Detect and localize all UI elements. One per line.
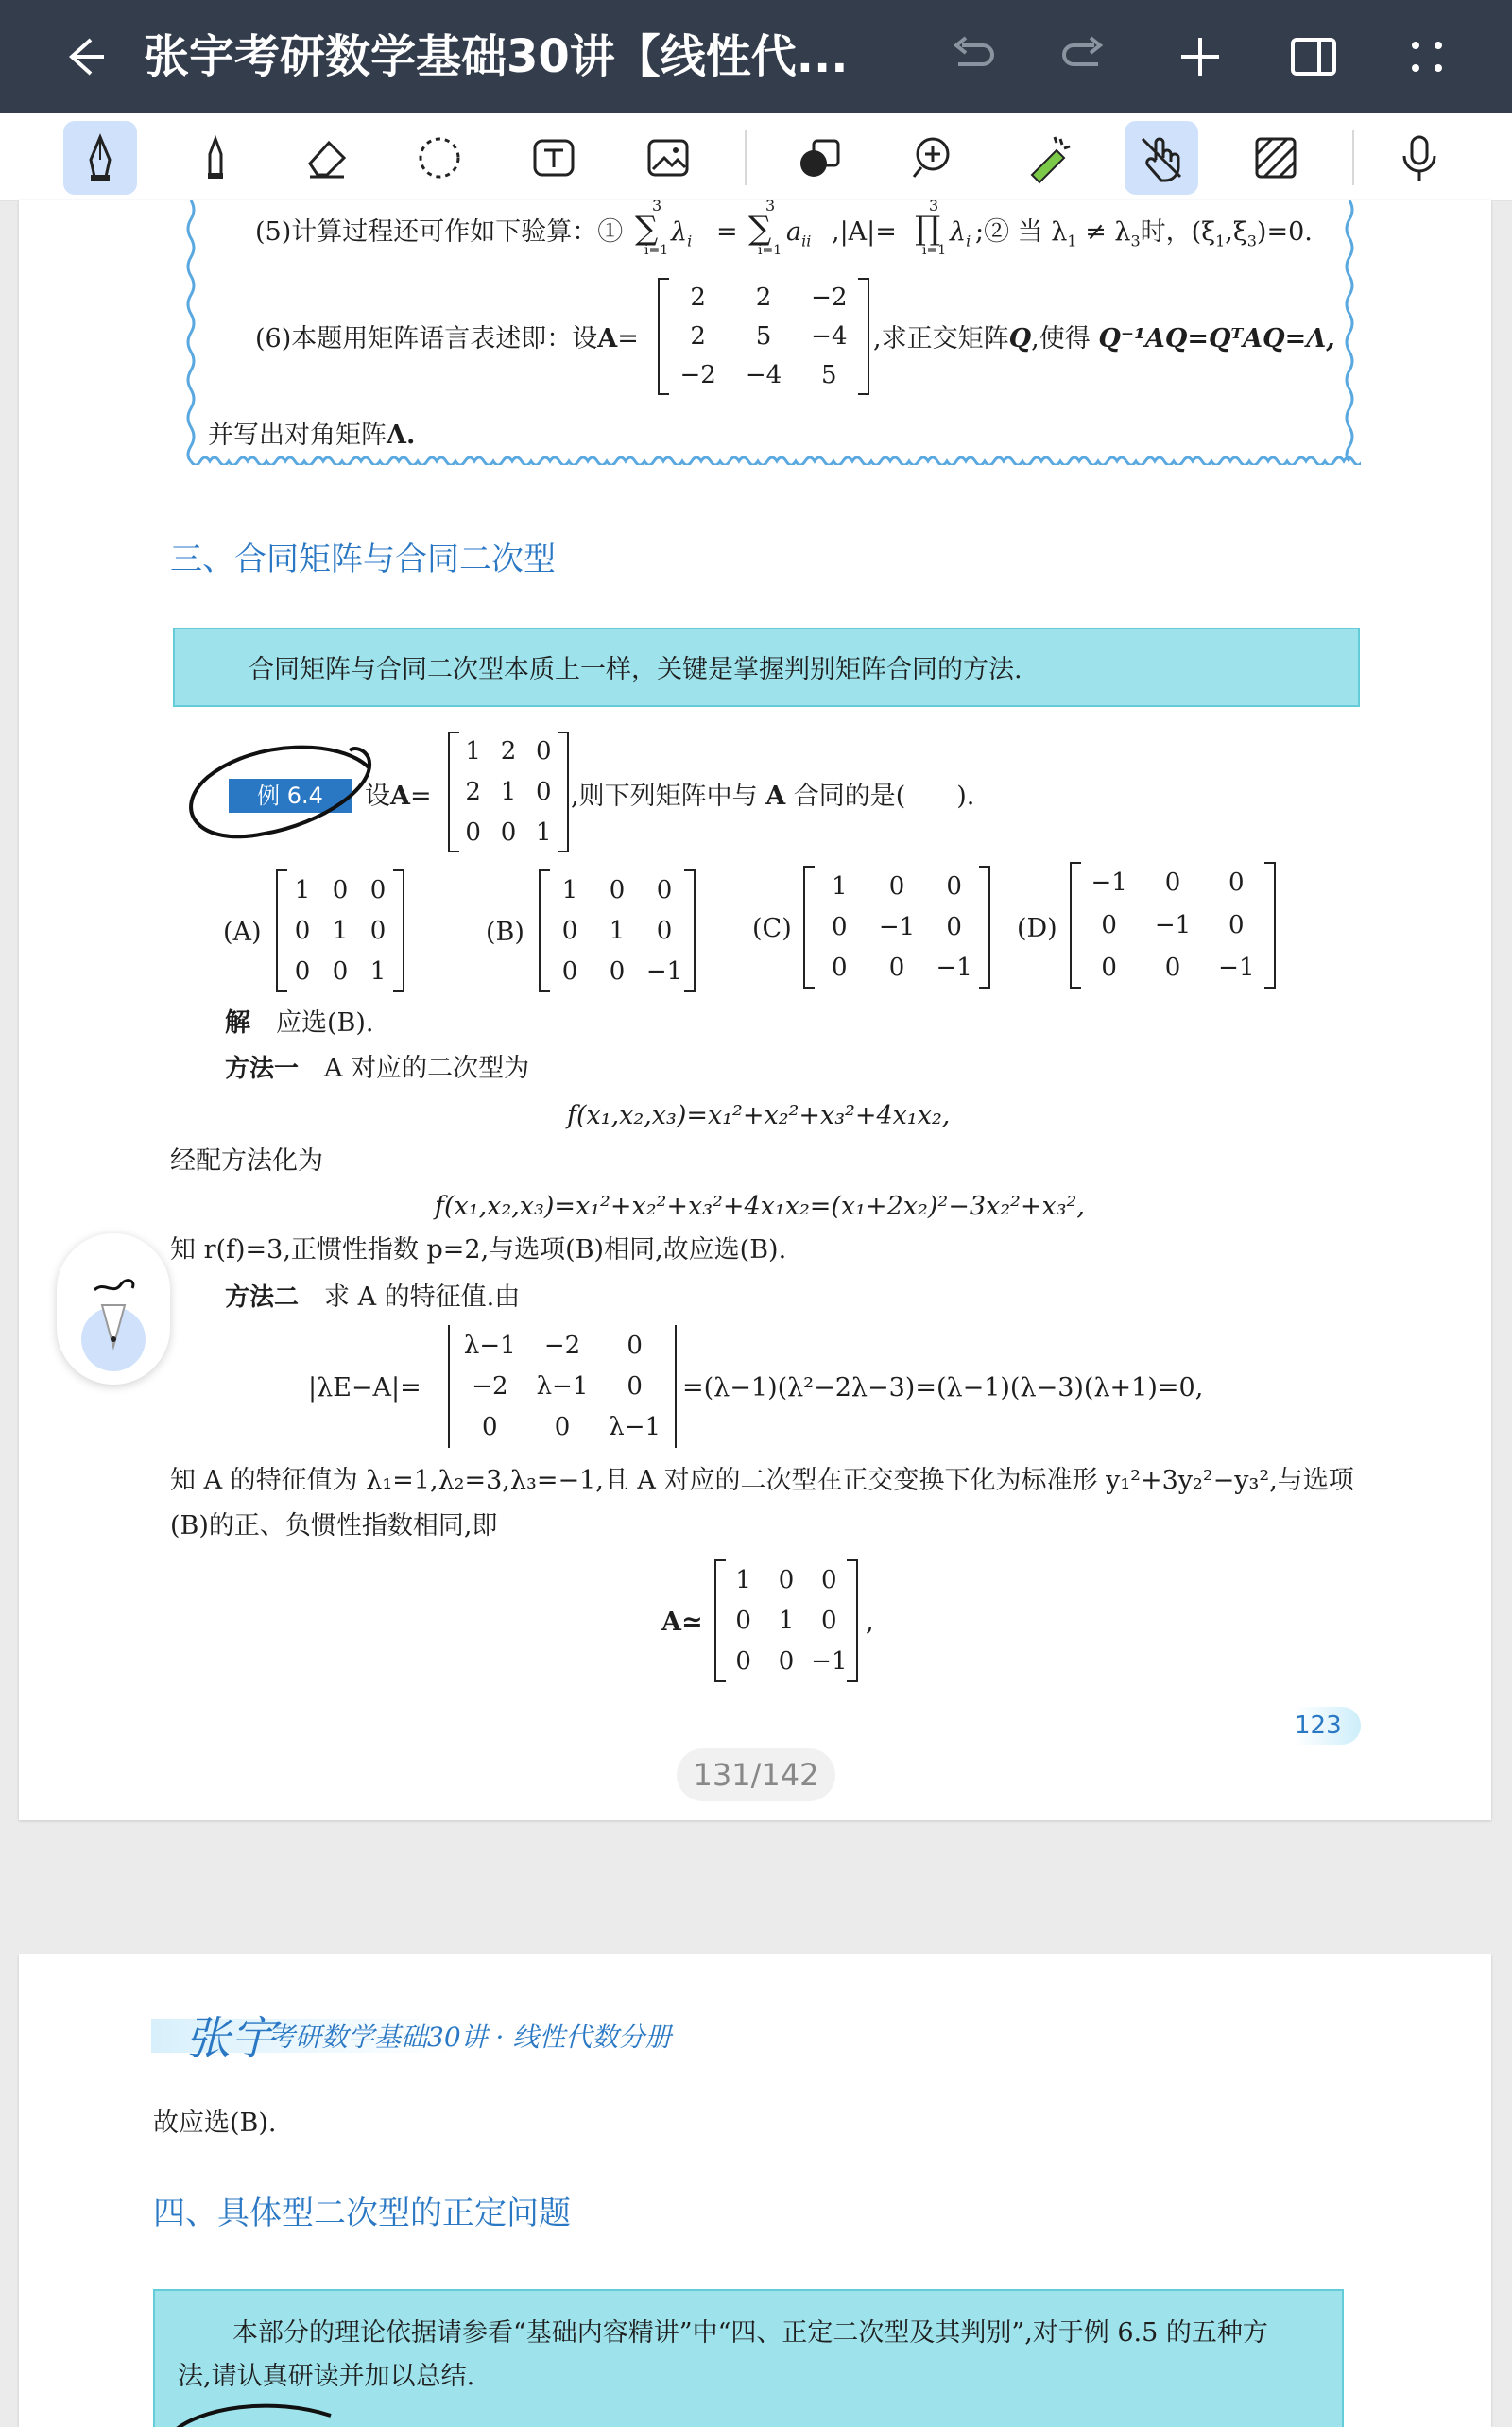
matrix-cell: 0 [656, 875, 673, 904]
method-2-line: 方法二 求 A 的特征值.由 [225, 1282, 521, 1312]
product-symbol: ∏ [915, 210, 941, 248]
matrix-cell: 0 [1101, 911, 1117, 939]
matrix-cell: 0 [561, 957, 578, 987]
pen-nib-icon [57, 1233, 170, 1385]
matrix-cell: λ−1 [536, 1372, 589, 1401]
matrix-cell: 0 [1228, 911, 1245, 939]
matrix-cell: 2 [690, 322, 706, 351]
note-6-line2: 并写出对角矩阵Λ. [208, 421, 416, 450]
matrix-cell: 2 [500, 737, 517, 766]
matrix-cell: −2 [472, 1372, 508, 1401]
matrix-cell: 0 [294, 917, 311, 945]
toolbar-divider [1352, 130, 1354, 185]
example-label: 例 6.4 [229, 779, 352, 813]
sum-limit-top: 3 [765, 200, 776, 215]
section-heading: 三、合同矩阵与合同二次型 [170, 541, 556, 578]
matrix-cell: 0 [1164, 953, 1181, 982]
matrix-cell: 1 [332, 917, 349, 945]
matrix-cell: 5 [821, 361, 837, 390]
matrix-cell: 0 [735, 1607, 751, 1635]
text-icon[interactable] [517, 121, 591, 195]
matrix-cell: 0 [332, 875, 349, 904]
rank-line: 知 r(f)=3,正惯性指数 p=2,与选项(B)相同,故应选(B). [170, 1235, 787, 1265]
eigen-line-1: 知 A 的特征值为 λ₁=1,λ₂=3,λ₃=−1,且 A 对应的二次型在正交变换下化为标准形 y₁²+3y₂²−y₃²,与选项 [170, 1466, 1354, 1495]
equals-sign: = [716, 217, 738, 247]
det-left: |λE−A|= [308, 1373, 421, 1403]
split-view-icon[interactable] [1278, 21, 1349, 93]
matrix-cell: −1 [936, 954, 972, 983]
matrix-cell: −1 [1218, 953, 1255, 982]
matrix-cell: 0 [1101, 953, 1117, 982]
matrix-cell: 0 [627, 1372, 643, 1401]
matrix-cell: −1 [645, 957, 683, 987]
option-D-matrix [1070, 862, 1276, 989]
sum-limit-bottom: i=1 [644, 243, 669, 258]
tip-box [173, 628, 1360, 707]
sum-symbol: ∑ [748, 210, 772, 248]
completing-square-line: 经配方法化为 [170, 1146, 323, 1176]
header-logo: 张宇 [185, 2012, 277, 2065]
matrix-cell: 1 [609, 917, 626, 945]
matrix-cell: 0 [482, 1413, 498, 1442]
matrix-cell: −4 [745, 361, 782, 390]
pen-icon[interactable] [63, 121, 137, 195]
option-D-label: (D) [1017, 914, 1057, 943]
back-arrow-icon[interactable] [47, 21, 119, 93]
fill-pattern-icon[interactable] [1239, 121, 1313, 195]
matrix-cell: 0 [656, 917, 673, 945]
highlighter-icon[interactable] [179, 121, 252, 195]
option-B-label: (B) [486, 918, 524, 947]
prod-limit-bottom: i=1 [922, 243, 947, 258]
matrix-cell: 0 [609, 875, 626, 904]
option-A-label: (A) [223, 918, 262, 947]
eigen-line-2: (B)的正、负惯性指数相同,即 [170, 1511, 498, 1541]
option-C-label: (C) [752, 914, 792, 943]
matrix-cell: 0 [369, 875, 387, 904]
matrix-cell: 2 [755, 283, 772, 312]
matrix-cell: 1 [369, 957, 387, 987]
matrix-cell: 1 [735, 1565, 751, 1594]
lambda-i: $\lambda_i$ [671, 217, 693, 250]
matrix-cell: 0 [609, 957, 626, 987]
matrix-cell: 0 [561, 917, 578, 945]
note-6-continued: ,求正交矩阵Q,使得 Q⁻¹AQ=QᵀAQ=Λ, [873, 324, 1335, 353]
matrix-cell: 1 [778, 1607, 795, 1635]
solution-line: 解 应选(B). [225, 1008, 374, 1038]
matrix-cell: 0 [946, 913, 962, 941]
section-heading: 四、具体型二次型的正定问题 [153, 2195, 571, 2232]
matrix-cell: −4 [811, 322, 848, 351]
example-statement-continued: ,则下列矩阵中与 A 合同的是( ). [571, 782, 975, 811]
tip-text-line-1: 本部分的理论依据请参看“基础内容精讲”中“四、正定二次型及其判别”,对于例 6.5 的五种方 [232, 2318, 1268, 2348]
final-left: A≃ [662, 1608, 703, 1637]
matrix-cell: 1 [832, 871, 848, 901]
zoom-icon[interactable] [898, 121, 971, 195]
method-1-line: 方法一 A 对应的二次型为 [225, 1054, 530, 1083]
add-icon[interactable] [1164, 21, 1236, 93]
matrix-cell: 0 [500, 818, 517, 847]
tip-text-line-2: 法,请认真研读并加以总结. [178, 2362, 475, 2391]
more-dots-icon[interactable] [1391, 21, 1463, 93]
final-right: , [866, 1608, 874, 1637]
eraser-icon[interactable] [290, 121, 364, 195]
matrix-cell: −2 [543, 1331, 581, 1360]
matrix-cell: 1 [561, 875, 578, 904]
det-bar-left [448, 1325, 450, 1448]
option-A-matrix [276, 869, 404, 992]
matrix-cell: −1 [1154, 911, 1192, 939]
document-page [19, 1954, 1491, 2427]
final-matrix [714, 1559, 858, 1682]
matrix-cell: 0 [832, 954, 848, 983]
det-bar-right [675, 1325, 677, 1448]
matrix-cell: 0 [1228, 869, 1245, 898]
sum-limit-top: 3 [652, 200, 662, 215]
matrix-cell: 0 [294, 957, 311, 987]
redo-icon[interactable] [1049, 21, 1121, 93]
lasso-icon[interactable] [403, 121, 476, 195]
page-number: 123 [1295, 1707, 1361, 1745]
answer-line: 故应选(B). [153, 2109, 277, 2138]
page-indicator[interactable]: 131/142 [677, 1748, 835, 1801]
note-5-condition: ;② 当 $\lambda_1 \ne \lambda_3$时，$(\xi_1,\xi_3)=0$. [975, 217, 1313, 250]
matrix-cell: 0 [369, 917, 387, 945]
option-B-matrix [539, 869, 696, 992]
sum-limit-bottom: i=1 [758, 243, 782, 258]
example-statement: 设A= [365, 782, 432, 811]
matrix-cell: λ−1 [463, 1331, 516, 1360]
matrix-cell: 0 [536, 737, 552, 766]
header-text: 考研数学基础30讲 · 线性代数分册 [268, 2022, 672, 2053]
formula-1: f(x₁,x₂,x₃)=x₁²+x₂²+x₃²+4x₁x₂, [567, 1101, 951, 1130]
matrix-cell: 0 [888, 871, 905, 901]
matrix-cell: 0 [832, 913, 848, 941]
matrix-cell: 1 [294, 875, 311, 904]
det-matrix [446, 1325, 679, 1448]
toolbar-divider [745, 130, 747, 185]
undo-icon[interactable] [936, 21, 1007, 93]
matrix-A-note6 [658, 278, 869, 395]
a-ii: $a_{ii}$ [786, 217, 812, 250]
matrix-cell: 0 [735, 1647, 751, 1677]
matrix-cell: −2 [679, 361, 716, 390]
matrix-cell: 1 [536, 818, 552, 847]
matrix-cell: 0 [554, 1413, 571, 1442]
matrix-cell: 0 [536, 778, 552, 806]
matrix-cell: 0 [465, 818, 481, 847]
matrix-cell: 0 [1164, 869, 1181, 898]
matrix-cell: 0 [888, 954, 905, 983]
matrix-A-example [448, 732, 569, 852]
matrix-cell: 2 [690, 283, 706, 312]
sum-symbol: ∑ [635, 210, 659, 248]
note-6: (6)本题用矩阵语言表述即：设A= [255, 324, 639, 353]
matrix-cell: −2 [811, 283, 848, 312]
matrix-cell: 0 [821, 1565, 837, 1594]
handwritten-stroke [161, 2387, 350, 2427]
document-page [19, 200, 1491, 1820]
touch-icon[interactable] [1125, 121, 1198, 195]
laser-pointer-icon[interactable] [1012, 121, 1086, 195]
matrix-cell: 0 [946, 871, 962, 901]
lambda-i: $\lambda_i$ [950, 217, 971, 250]
det-A-text: ,|A|= [832, 217, 897, 247]
formula-2: f(x₁,x₂,x₃)=x₁²+x₂²+x₃²+4x₁x₂=(x₁+2x₂)²−3x₂²+x₃², [435, 1192, 1085, 1221]
matrix-cell: 5 [755, 322, 772, 351]
matrix-cell: 0 [778, 1565, 795, 1594]
matrix-cell: −1 [811, 1647, 848, 1677]
matrix-cell: 0 [821, 1607, 837, 1635]
matrix-cell: −1 [878, 913, 916, 941]
floating-pen-widget[interactable] [57, 1233, 170, 1385]
matrix-cell: 1 [500, 778, 517, 806]
matrix-cell: −1 [1091, 869, 1127, 898]
option-C-matrix [803, 866, 990, 989]
document-title: 张宇考研数学基础30讲【线性代... [144, 30, 849, 83]
matrix-cell: λ−1 [609, 1413, 662, 1442]
note-5: (5)计算过程还可作如下验算：① [255, 217, 624, 247]
matrix-cell: 0 [778, 1647, 795, 1677]
image-icon[interactable] [631, 121, 705, 195]
mic-icon[interactable] [1383, 121, 1456, 195]
prod-limit-top: 3 [929, 200, 939, 215]
tip-text: 合同矩阵与合同二次型本质上一样，关键是掌握判别矩阵合同的方法. [249, 655, 1022, 684]
matrix-cell: 2 [465, 778, 481, 806]
shape-icon[interactable] [782, 121, 856, 195]
annotation-toolbar [0, 113, 1512, 201]
matrix-cell: 0 [332, 957, 349, 987]
det-right: =(λ−1)(λ²−2λ−3)=(λ−1)(λ−3)(λ+1)=0, [682, 1373, 1204, 1403]
matrix-cell: 1 [465, 737, 481, 766]
matrix-cell: 0 [627, 1331, 643, 1360]
title-bar [0, 0, 1512, 113]
